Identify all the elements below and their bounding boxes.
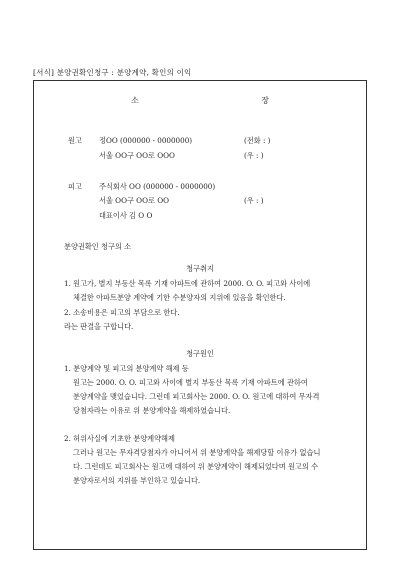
causes-line: 분양자로서의 지위를 부인하고 있습니다. bbox=[73, 476, 201, 485]
defendant-address: 서울 OO구 OO로 OO bbox=[99, 196, 169, 205]
defendant-zip: (우 : ) bbox=[244, 196, 264, 205]
claims-line: 1. 원고가, 별지 부동산 목록 기재 아파트에 관하여 2000. O. O. 피고와 사이에 bbox=[64, 279, 311, 288]
defendant-name: 주식회사 OO (000000 - 0000000) bbox=[99, 182, 216, 191]
claims-heading: 청구취지 bbox=[186, 264, 214, 273]
form-caption: [서식] 분양권확인청구 : 분양계약, 확인의 이익 bbox=[33, 68, 192, 77]
causes-section-title: 1. 분양계약 및 피고의 분양계약 해제 등 bbox=[64, 364, 189, 373]
plaintiff-address: 서울 OO구 OO로 OOO bbox=[99, 151, 175, 160]
causes-line: 다. 그런데도 피고회사는 원고에 대하여 위 분양계약이 해제되었다며 원고의 수 bbox=[73, 462, 319, 471]
plaintiff-zip: (우 : ) bbox=[244, 151, 264, 160]
defendant-label: 피고 bbox=[68, 182, 82, 191]
causes-line: 분양계약을 맺었습니다. 그런데 피고회사는 2000. O. O. 원고에 대하여 무자격 bbox=[73, 392, 320, 401]
defendant-representative: 대표이사 김 O O bbox=[99, 211, 153, 220]
causes-line: 그러나 원고는 무자격당첨자가 아니어서 위 분양계약을 해제당할 이유가 없습니 bbox=[73, 448, 321, 457]
causes-section-title: 2. 허위사실에 기초한 분양계약해제 bbox=[64, 434, 175, 443]
claims-line: 라는 판결을 구합니다. bbox=[64, 322, 134, 331]
plaintiff-label: 원고 bbox=[68, 136, 82, 145]
plaintiff-phone: (전화 : ) bbox=[244, 136, 271, 145]
plaintiff-name: 정OO (000000 - 0000000) bbox=[99, 136, 193, 145]
causes-heading: 청구원인 bbox=[186, 349, 214, 358]
claims-line: 체결한 아파트분양 계약에 기한 수분양자의 지위에 있음을 확인한다. bbox=[73, 293, 286, 302]
document-title: 소 장 bbox=[131, 96, 329, 105]
causes-line: 당첨자라는 이유로 위 분양계약을 해제하였습니다. bbox=[73, 406, 231, 415]
complaint-document bbox=[33, 80, 367, 550]
case-name: 분양권확인 청구의 소 bbox=[64, 242, 132, 251]
causes-line: 원고는 2000. O. O. 피고와 사이에 별지 부동산 목록 기재 아파트에 관하여 bbox=[73, 378, 308, 387]
claims-line: 2. 소송비용은 피고의 부담으로 한다. bbox=[64, 308, 180, 317]
